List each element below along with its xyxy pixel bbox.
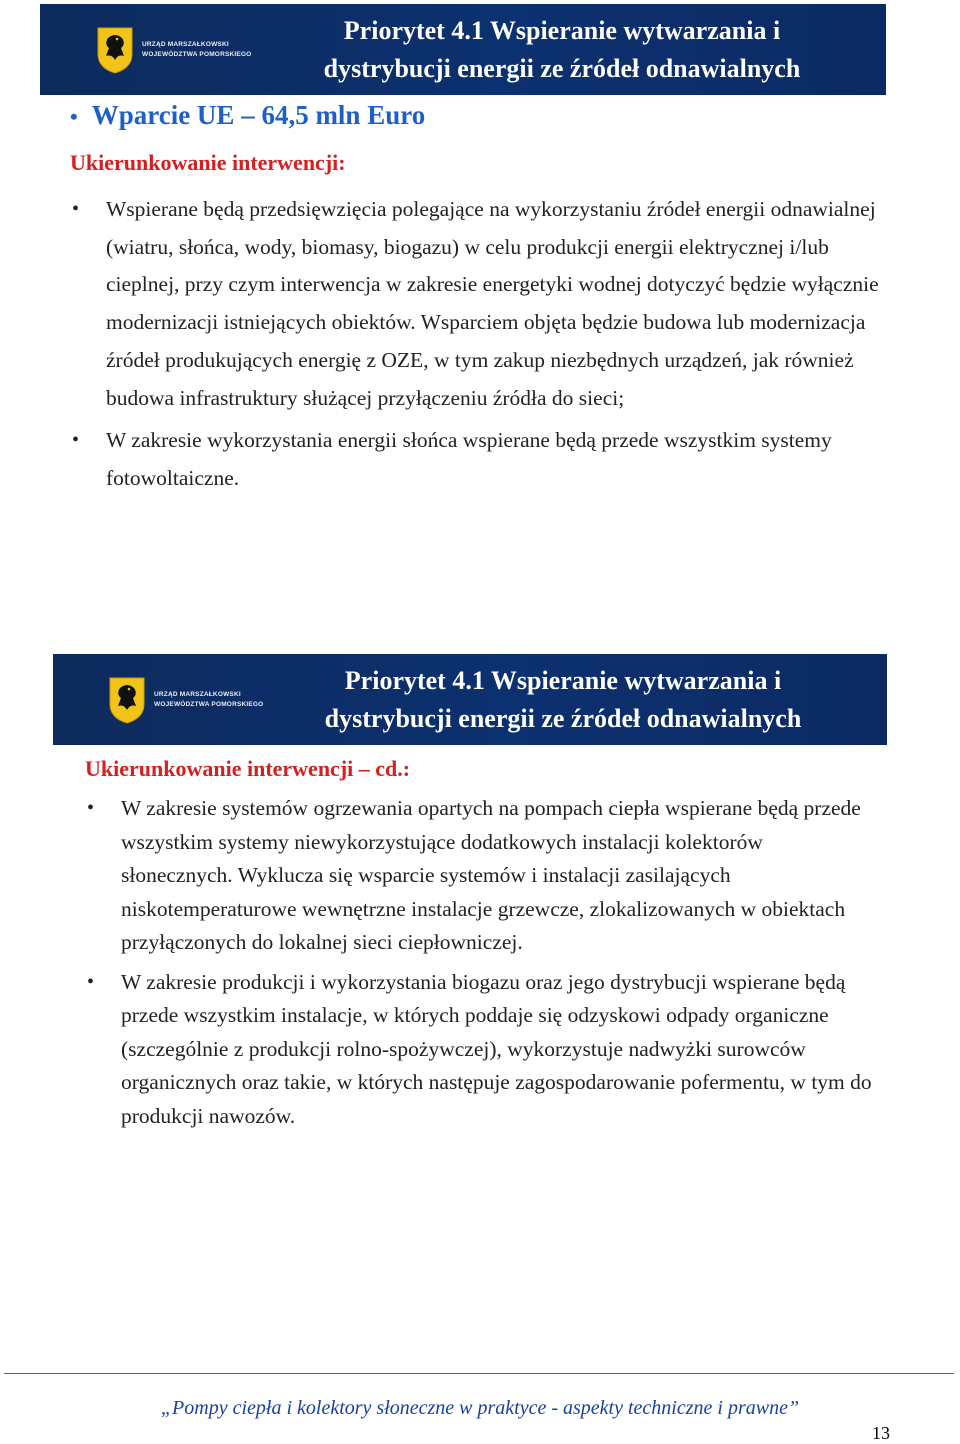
title-line: Priorytet 4.1 Wspieranie wytwarzania i: [343, 16, 781, 45]
list-item: • Wspierane będą przedsięwzięcia polegające na wykorzystaniu źródeł energii odnawialnej (wiatru, słońca, wody, biomasy, biogazu) w celu produkcji energii elektrycznej i/lub cieplnej, przy czym interwencja w zakresie energetyki wodnej dotyczyć będzie wyłącznie modernizacji istniejących obiektów. Wsparciem objęta będzie budowa lub modernizacja źródeł produkujących energię z OZE, w tym zakup niezbędnych urządzeń, jak również budowa infrastruktury służącej przyłączeniu źródła do sieci;: [70, 191, 880, 417]
organization-name: [154, 690, 263, 710]
list-item: • W zakresie systemów ogrzewania opartych na pompach ciepła wspierane będą przede wszystkim systemy niewykorzystujące dodatkowych instalacji kolektorów słonecznych. Wyklucza się wsparcie systemów i instalacji zasilających niskotemperaturowe wewnętrzne instalacje grzewcze, zlokalizowanych w obiektach przyłączonych do lokalnej sieci ciepłowniczej.: [85, 792, 875, 960]
bullet-icon: •: [70, 104, 78, 129]
org-line: URZĄD MARSZAŁKOWSKI: [142, 41, 229, 48]
footer-divider: [4, 1373, 954, 1374]
list-item: • W zakresie produkcji i wykorzystania biogazu oraz jego dystrybucji wspierane będą przede wszystkim instalacje, w których poddaje się odzyskowi odpady organiczne (szczególnie z produkcji rolno-spożywczej), wykorzystuje nadwyżki surowców organicznych oraz takie, w których następuje zagospodarowanie pofermentu, w tym do produkcji nawozów.: [85, 966, 875, 1134]
organization-name: [142, 40, 251, 60]
slide-banner: [40, 4, 886, 95]
title-line: dystrybucji energii ze źródeł odnawialnych: [323, 54, 801, 83]
org-line: WOJEWÓDZTWA POMORSKIEGO: [154, 701, 264, 708]
slide-2: [53, 654, 887, 1214]
section-heading: Ukierunkowanie interwencji:: [70, 150, 346, 175]
bullet-list: [85, 792, 875, 1139]
logo: [96, 26, 251, 74]
org-line: WOJEWÓDZTWA POMORSKIEGO: [142, 51, 252, 58]
slide-1: [40, 4, 886, 594]
title-line: dystrybucji energii ze źródeł odnawialnych: [324, 704, 802, 733]
title-line: Priorytet 4.1 Wspieranie wytwarzania i: [344, 666, 782, 695]
slide-title: [252, 12, 872, 88]
slide-banner: [53, 654, 887, 745]
page-number: 13: [872, 1423, 890, 1443]
org-line: URZĄD MARSZAŁKOWSKI: [154, 691, 241, 698]
slide-title: [253, 662, 873, 738]
pomorskie-crest-icon: [96, 26, 134, 74]
list-item: • W zakresie wykorzystania energii słońca wspierane będą przede wszystkim systemy fotowoltaiczne.: [70, 422, 880, 497]
section-heading: Ukierunkowanie interwencji – cd.:: [85, 756, 411, 781]
pomorskie-crest-icon: [108, 676, 146, 724]
eu-support-text: Wparcie UE – 64,5 mln Euro: [91, 100, 426, 130]
footer-title: „Pompy ciepła i kolektory słoneczne w praktyce - aspekty techniczne i prawne”: [160, 1397, 800, 1419]
bullet-list: [70, 191, 880, 503]
eu-support-line: [70, 100, 425, 131]
logo: [108, 676, 263, 724]
